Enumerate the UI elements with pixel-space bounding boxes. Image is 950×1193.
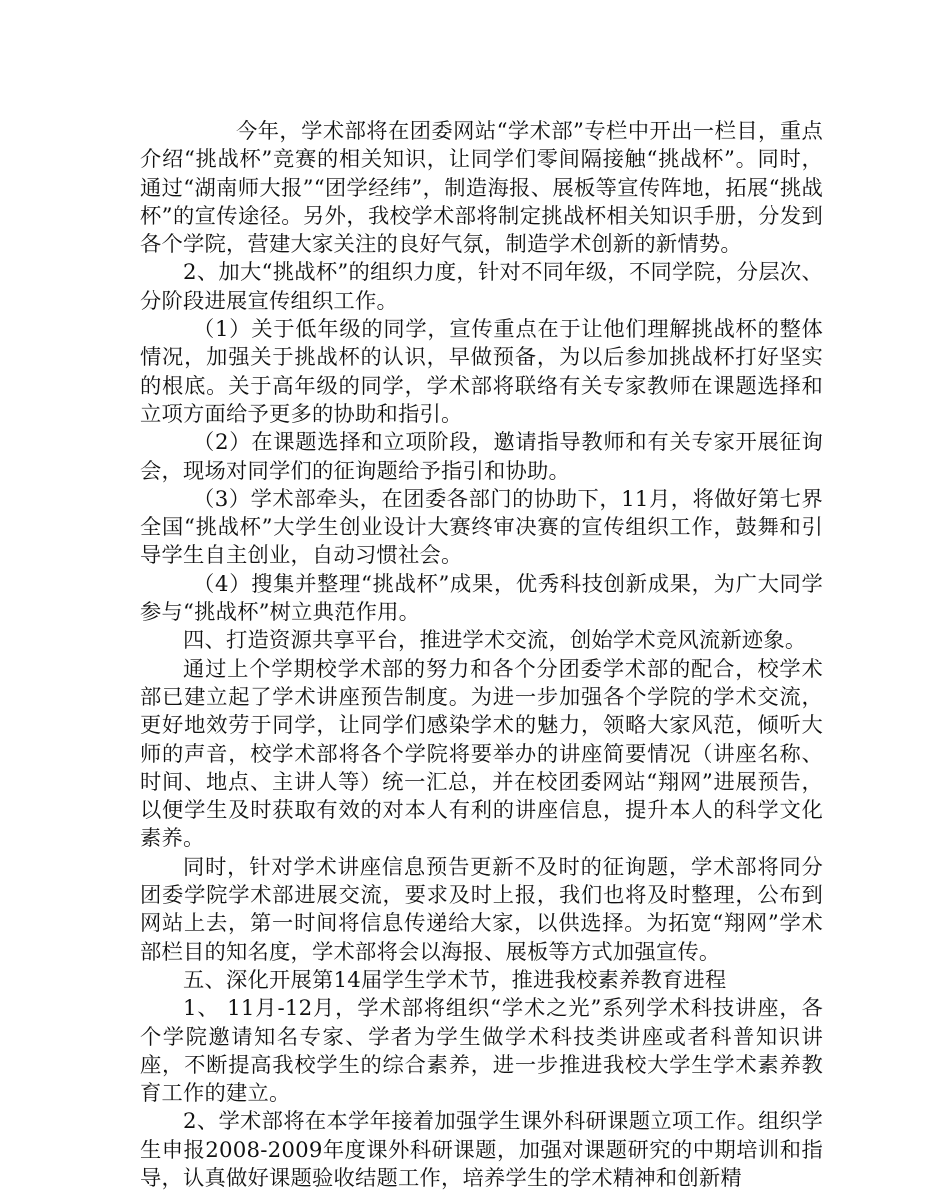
section-heading-four: 四、打造资源共享平台，推进学术交流，创始学术竞风流新迹象。 <box>183 628 807 654</box>
paragraph-academic-lectures: 1、 11月-12月，学术部将组织“学术之光”系列学术科技讲座，各个学院邀请知名专家、学者为学生做学术科技类讲座或者科普知识讲座，不断提高我校学生的综合素养，进一步推进我校大学生学术素养教育工作的建立。 <box>140 996 823 1107</box>
section-heading-five: 五、深化开展第14届学生学术节，推进我校素养教育进程 <box>183 967 727 993</box>
paragraph-challenge-cup-publicity: 今年，学术部将在团委网站“学术部”专栏中开出一栏目，重点介绍“挑战杯”竞赛的相关知识，让同学们零间隔接触“挑战杯”。同时，通过“湖南师大报”“团学经纬”，制造海报、展板等宣传阵地，拓展“挑战杯”的宣传途径。另外，我校学术部将制定挑战杯相关知识手册，分发到各个学院，营建大家关注的良好气氛，制造学术创新的新情势。 <box>140 119 823 258</box>
paragraph-organization-strength: 2、加大“挑战杯”的组织力度，针对不同年级，不同学院，分层次、分阶段进展宣传组织工作。 <box>140 260 823 314</box>
paragraph-item-4: （4）搜集并整理“挑战杯”成果，优秀科技创新成果，为广大同学参与“挑战杯”树立典范作用。 <box>140 571 823 626</box>
paragraph-item-2: （2）在课题选择和立项阶段，邀请指导教师和有关专家开展征询会，现场对同学们的征询题给予指引和协助。 <box>140 430 823 484</box>
paragraph-item-3: （3）学术部牵头，在团委各部门的协助下，11月，将做好第七界全国“挑战杯”大学生创业设计大赛终审决赛的宣传组织工作，鼓舞和引导学生自主创业，自动习惯社会。 <box>140 486 823 569</box>
paragraph-item-1: （1）关于低年级的同学，宣传重点在于让他们理解挑战杯的整体情况，加强关于挑战杯的认识，早做预备，为以后参加挑战杯打好坚实的根底。关于高年级的同学，学术部将联络有关专家教师在课题选择和立项方面给予更多的协助和指引。 <box>140 317 823 427</box>
document-body <box>140 118 823 1193</box>
paragraph-lecture-preview: 通过上个学期校学术部的努力和各个分团委学术部的配合，校学术部已建立起了学术讲座预告制度。为进一步加强各个学院的学术交流，更好地效劳于同学，让同学们感染学术的魅力，领略大家风范，倾听大师的声音，校学术部将各个学院将要举办的讲座简要情况（讲座名称、时间、地点、主讲人等）统一汇总，并在校团委网站“翔网”进展预告，以便学生及时获取有效的对本人有利的讲座信息，提升本人的科学文化素养。 <box>140 656 823 852</box>
paragraph-lecture-update: 同时，针对学术讲座信息预告更新不及时的征询题，学术部将同分团委学院学术部进展交流，要求及时上报，我们也将及时整理，公布到网站上去，第一时间将信息传递给大家，以供选择。为拓宽“翔网”学术部栏目的知名度，学术部将会以海报、展板等方式加强宣传。 <box>140 854 823 965</box>
paragraph-research-projects: 2、学术部将在本学年接着加强学生课外科研课题立项工作。组织学生申报2008-2009年度课外科研课题，加强对课题研究的中期培训和指导，认真做好课题验收结题工作，培养学生的学术精神和创新精 <box>140 1109 823 1191</box>
